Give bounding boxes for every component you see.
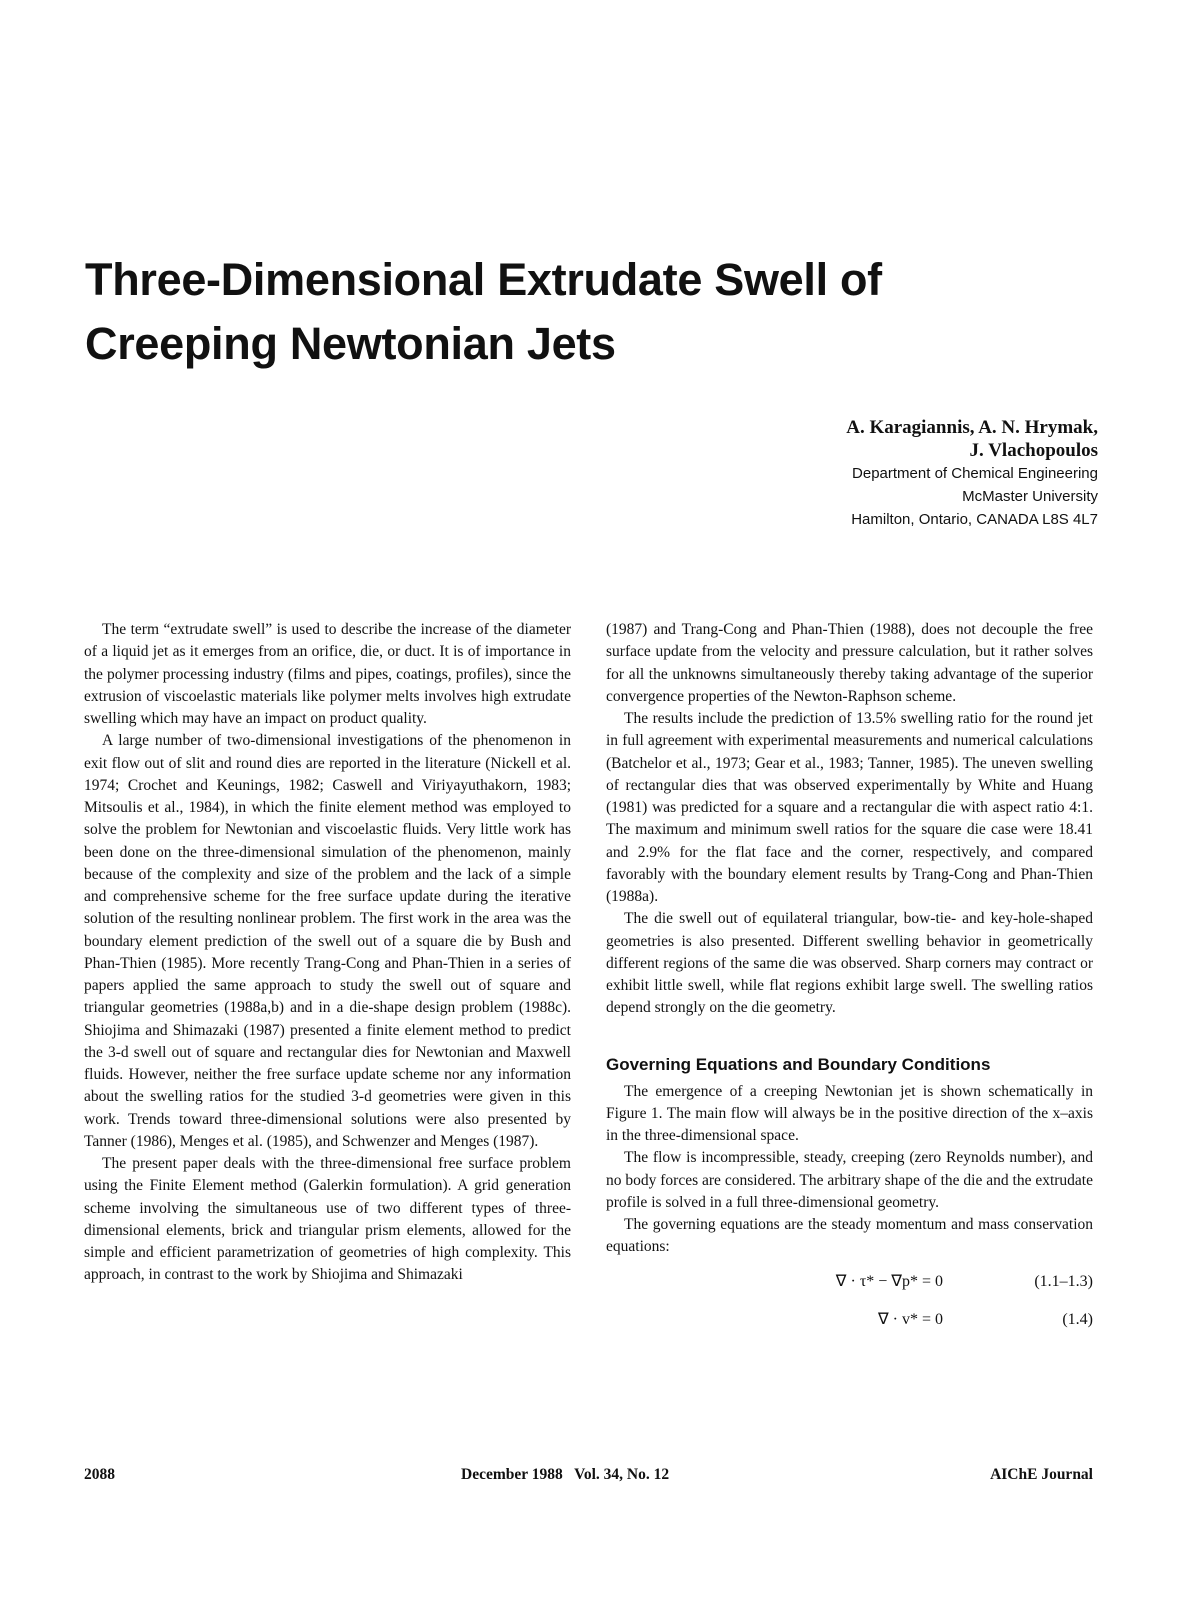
affiliation xyxy=(538,462,1098,531)
journal-name: AIChE Journal xyxy=(990,1466,1093,1483)
equation-continuity xyxy=(606,1305,1093,1335)
affiliation-university: McMaster University xyxy=(962,488,1098,505)
equation-momentum xyxy=(606,1267,1093,1297)
left-column xyxy=(84,619,571,1287)
paragraph: The term “extrudate swell” is used to describe the increase of the diameter of a liquid jet as it emerges from an orifice, die, or duct. It is of importance in the polymer processing industry (films and pipes, coatings, profiles), since the extrusion of viscoelastic materials like polymer melts involves high extrudate swelling which may have an impact on product quality. xyxy=(84,621,571,727)
paragraph: The flow is incompressible, steady, creeping (zero Reynolds number), and no body forces are considered. The arbitrary shape of the die and the extrudate profile is solved in a full three-dimensional geometry. xyxy=(606,1149,1093,1211)
authors-line-2: J. Vlachopoulos xyxy=(969,440,1098,461)
section-heading: Governing Equations and Boundary Conditions xyxy=(606,1054,991,1074)
affiliation-department: Department of Chemical Engineering xyxy=(852,465,1098,482)
paragraph: (1987) and Trang-Cong and Phan-Thien (1988), does not decouple the free surface update from the velocity and pressure calculation, but it rather solves for all the unknowns simultaneously thereby taking advantage of the superior convergence properties of the Newton-Raphson scheme. xyxy=(606,621,1093,705)
author-list xyxy=(538,416,1098,462)
paragraph: The die swell out of equilateral triangular, bow-tie- and key-hole-shaped geometries is also presented. Different swelling behavior in geometrically different regions of the same die was observed. Sharp corners may contract or exhibit little swell, while flat regions exhibit large swell. The swelling ratios depend strongly on the die geometry. xyxy=(606,910,1093,1017)
paragraph: The present paper deals with the three-dimensional free surface problem using the Finite Element method (Galerkin formulation). A grid generation scheme involving the simultaneous use of two different types of three-dimensional elements, brick and triangular prism elements, allowed for the simple and efficient parametrization of geometries of high complexity. This approach, in contrast to the work by Shiojima and Shimazaki xyxy=(84,1155,571,1284)
authors-line-1: A. Karagiannis, A. N. Hrymak, xyxy=(846,417,1098,438)
paragraph: The emergence of a creeping Newtonian jet is shown schematically in Figure 1. The main flow will always be in the positive direction of the x–axis in the three-dimensional space. xyxy=(606,1082,1093,1144)
paragraph: The results include the prediction of 13.5% swelling ratio for the round jet in full agreement with experimental measurements and numerical calculations (Batchelor et al., 1973; Gear et al., 1983; Tanner, 1985). The uneven swelling of rectangular dies that was observed experimentally by White and Huang (1981) was predicted for a square and a rectangular die with aspect ratio 4:1. The maximum and minimum swell ratios for the square die case were 18.41 and 2.9% for the flat face and the corner, respectively, and compared favorably with the boundary element results by Trang-Cong and Phan-Thien (1988a). xyxy=(606,710,1093,905)
equation-body: ∇ · v* = 0 xyxy=(877,1310,943,1328)
article-title xyxy=(85,248,1045,376)
right-column xyxy=(606,619,1093,1335)
affiliation-address: Hamilton, Ontario, CANADA L8S 4L7 xyxy=(851,511,1098,528)
issue-info: December 1988 Vol. 34, No. 12 xyxy=(461,1466,670,1483)
equation-number: (1.4) xyxy=(1062,1310,1093,1328)
paragraph: The governing equations are the steady momentum and mass conservation equations: xyxy=(606,1216,1093,1256)
title-line-2: Creeping Newtonian Jets xyxy=(85,318,616,369)
title-line-1: Three-Dimensional Extrudate Swell of xyxy=(85,254,882,305)
page-number: 2088 xyxy=(84,1466,115,1483)
equation-body: ∇ · τ* − ∇p* = 0 xyxy=(835,1272,943,1290)
paragraph: A large number of two-dimensional investigations of the phenomenon in exit flow out of slit and round dies are reported in the literature (Nickell et al. 1974; Crochet and Keunings, 1982; Caswell and Viriyayuthakorn, 1983; Mitsoulis et al., 1984), in which the finite element method was employed to solve the problem for Newtonian and viscoelastic fluids. Very little work has been done on the three-dimensional simulation of the phenomenon, mainly because of the complexity and size of the problem and the lack of a simple and comprehensive scheme for the free surface update during the iterative solution of the resulting nonlinear problem. The first work in the area was the boundary element prediction of the swell out of a square die by Bush and Phan-Thien (1985). More recently Trang-Cong and Phan-Thien in a series of papers applied the same approach to study the swell out of square and triangular geometries (1988a,b) and in a die-shape design problem (1988c). Shiojima and Shimazaki (1987) presented a finite element method to predict the 3-d swell out of square and rectangular dies for Newtonian and Maxwell fluids. However, neither the free surface update scheme nor any information about the swelling ratios for the studied 3-d geometries were given in this work. Trends toward three-dimensional solutions were also presented by Tanner (1986), Menges et al. (1985), and Schwenzer and Menges (1987). xyxy=(84,732,571,1150)
equation-number: (1.1–1.3) xyxy=(1034,1272,1093,1290)
